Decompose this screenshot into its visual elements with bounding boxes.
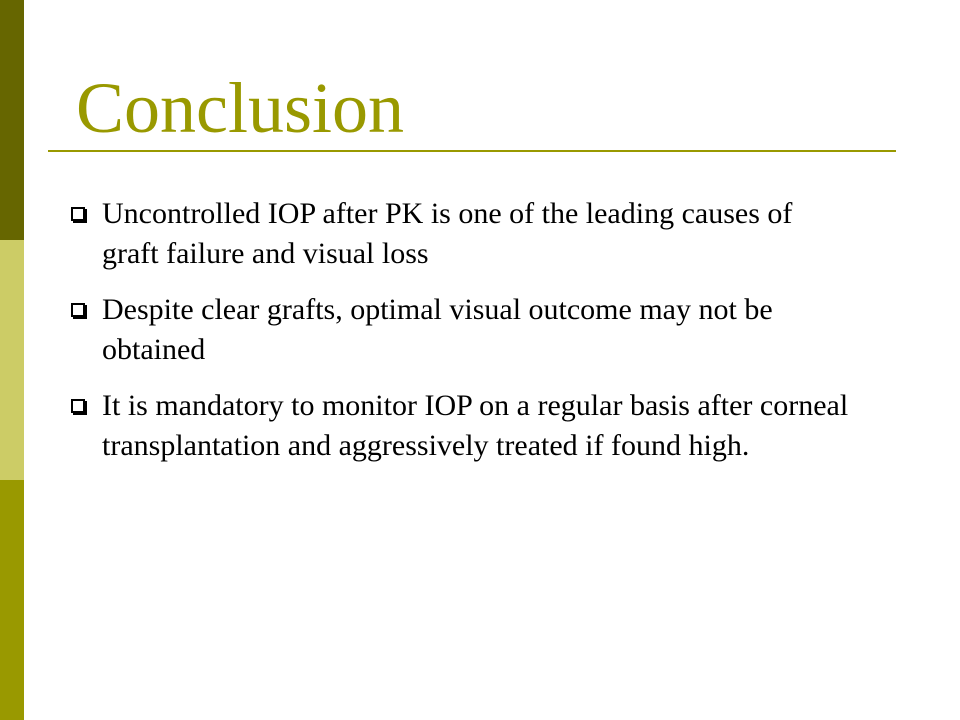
sidebar-stripe-bottom: [0, 480, 24, 720]
title-divider: [48, 150, 896, 152]
bullet-item: [70, 194, 850, 274]
slide-title: Conclusion: [76, 68, 405, 148]
sidebar-stripe-top: [0, 0, 24, 240]
bullet-item: [70, 386, 850, 466]
bullet-list: [70, 194, 850, 482]
bullet-text: It is mandatory to monitor IOP on a regular basis after corneal transplantation and aggressively treated if found high.: [102, 389, 849, 462]
bullet-text: Uncontrolled IOP after PK is one of the leading causes of graft failure and visual loss: [102, 197, 793, 270]
bullet-text: Despite clear grafts, optimal visual outcome may not be obtained: [102, 293, 773, 366]
bullet-item: [70, 290, 850, 370]
hollow-square-bullet-icon: [71, 207, 85, 221]
sidebar-stripe-middle: [0, 240, 24, 480]
hollow-square-bullet-icon: [71, 303, 85, 317]
hollow-square-bullet-icon: [71, 399, 85, 413]
